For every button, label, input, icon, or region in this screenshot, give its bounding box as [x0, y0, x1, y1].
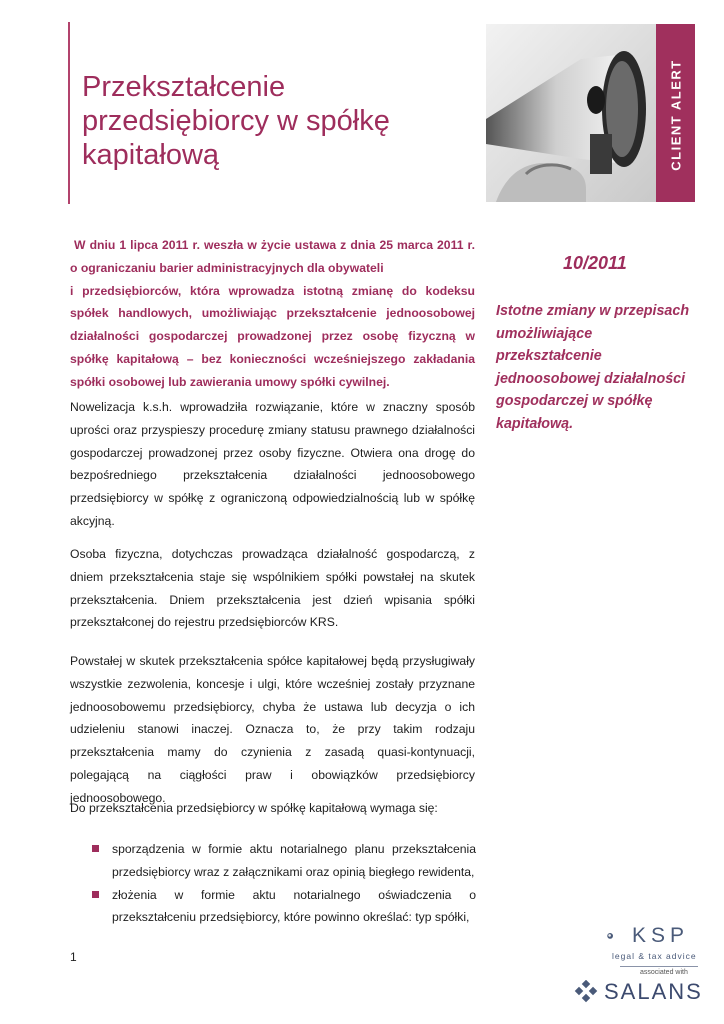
ksp-logo-text: KSP: [632, 924, 690, 947]
body-paragraph-1: Nowelizacja k.s.h. wprowadziła rozwiązanie, które w znaczny sposób uprości oraz przyspieszy procedurę zmiany statusu prawnego działalności gospodarczej prowadzonej przez osoby fizyczne. Otwiera ona drogę do bezpośredniego przekształcenia działalności jednoosobowego przedsiębiorcy w spółkę z ograniczoną odpowiedzialnością lub w spółkę akcyjną.: [70, 400, 475, 528]
body-paragraph-4: Do przekształcenia przedsiębiorcy w spółkę kapitałową wymaga się:: [70, 801, 438, 815]
page-title: Przekształcenie przedsiębiorcy w spółkę kapitałową: [82, 71, 390, 171]
list-item: [92, 838, 476, 884]
list-item-text: złożenia w formie aktu notarialnego oświadczenia o przekształceniu przedsiębiorcy, które powinno określać: typ spółki,: [112, 887, 476, 925]
body-paragraph-2: Osoba fizyczna, dotychczas prowadząca działalność gospodarczą, z dniem przekształcenia staje się wspólnikiem spółki powstałej na skutek przekształcenia. Dniem przekształcenia jest dzień wpisania spółki przekształconej do rejestru przedsiębiorców KRS.: [70, 547, 475, 630]
bullet-icon: [92, 845, 99, 852]
megaphone-photo: [486, 24, 656, 202]
associated-with-label: associated with: [640, 969, 688, 976]
intro-line-1: W dniu 1 lipca 2011 r. weszła w życie ustawa z dnia 25 marca 2011 r. o ograniczaniu barier administracyjnych dla obywateli: [70, 238, 475, 275]
list-item: [92, 884, 476, 930]
salans-logo-text: SALANS: [604, 979, 703, 1004]
intro-line-2: i przedsiębiorców, która wprowadza istotną zmianę do kodeksu spółek handlowych, umożliwiając przekształcenie jednoosobowej działalności gospodarczej prowadzonej przez osobę fizyczną w spółkę kapitałową – bez konieczności wcześniejszego zakładania spółki osobowej lub zawierania umowy spółki cywilnej.: [70, 283, 475, 389]
requirements-list: [92, 838, 476, 929]
salans-diamond-logo: [572, 980, 600, 1008]
intro-paragraph: [70, 234, 475, 394]
client-alert-label: CLIENT ALERT: [668, 59, 684, 171]
ksp-circle-logo: [607, 926, 631, 950]
logo-divider: [620, 966, 698, 967]
list-item-text: sporządzenia w formie aktu notarialnego planu przekształcenia przedsiębiorcy wraz z załącznikami oraz opinią biegłego rewidenta,: [112, 842, 476, 879]
bullet-icon: [92, 891, 99, 898]
issue-summary: Istotne zmiany w przepisach umożliwiające przekształcenie jednoosobowej działalności gospodarczej w spółkę kapitałową.: [496, 303, 690, 432]
body-paragraph-3: Powstałej w skutek przekształcenia spółce kapitałowej będą przysługiwały wszystkie zezwolenia, koncesje i ulgi, które wcześniej zostały przyznane jednoosobowemu przedsiębiorcy, chyba że ustawa lub decyzja o ich udzieleniu stanowi inaczej. Oznacza to, że przy takim rodzaju przekształcenia mamy do czynienia z zasadą quasi-kontynuacji, polegającą na ciągłości praw i obowiązków przedsiębiorcy jednoosobowego.: [70, 654, 475, 805]
ksp-tagline: legal & tax advice: [612, 951, 697, 961]
issue-number: 10/2011: [563, 253, 627, 273]
title-rule: [68, 22, 70, 204]
page-number: 1: [70, 950, 77, 964]
